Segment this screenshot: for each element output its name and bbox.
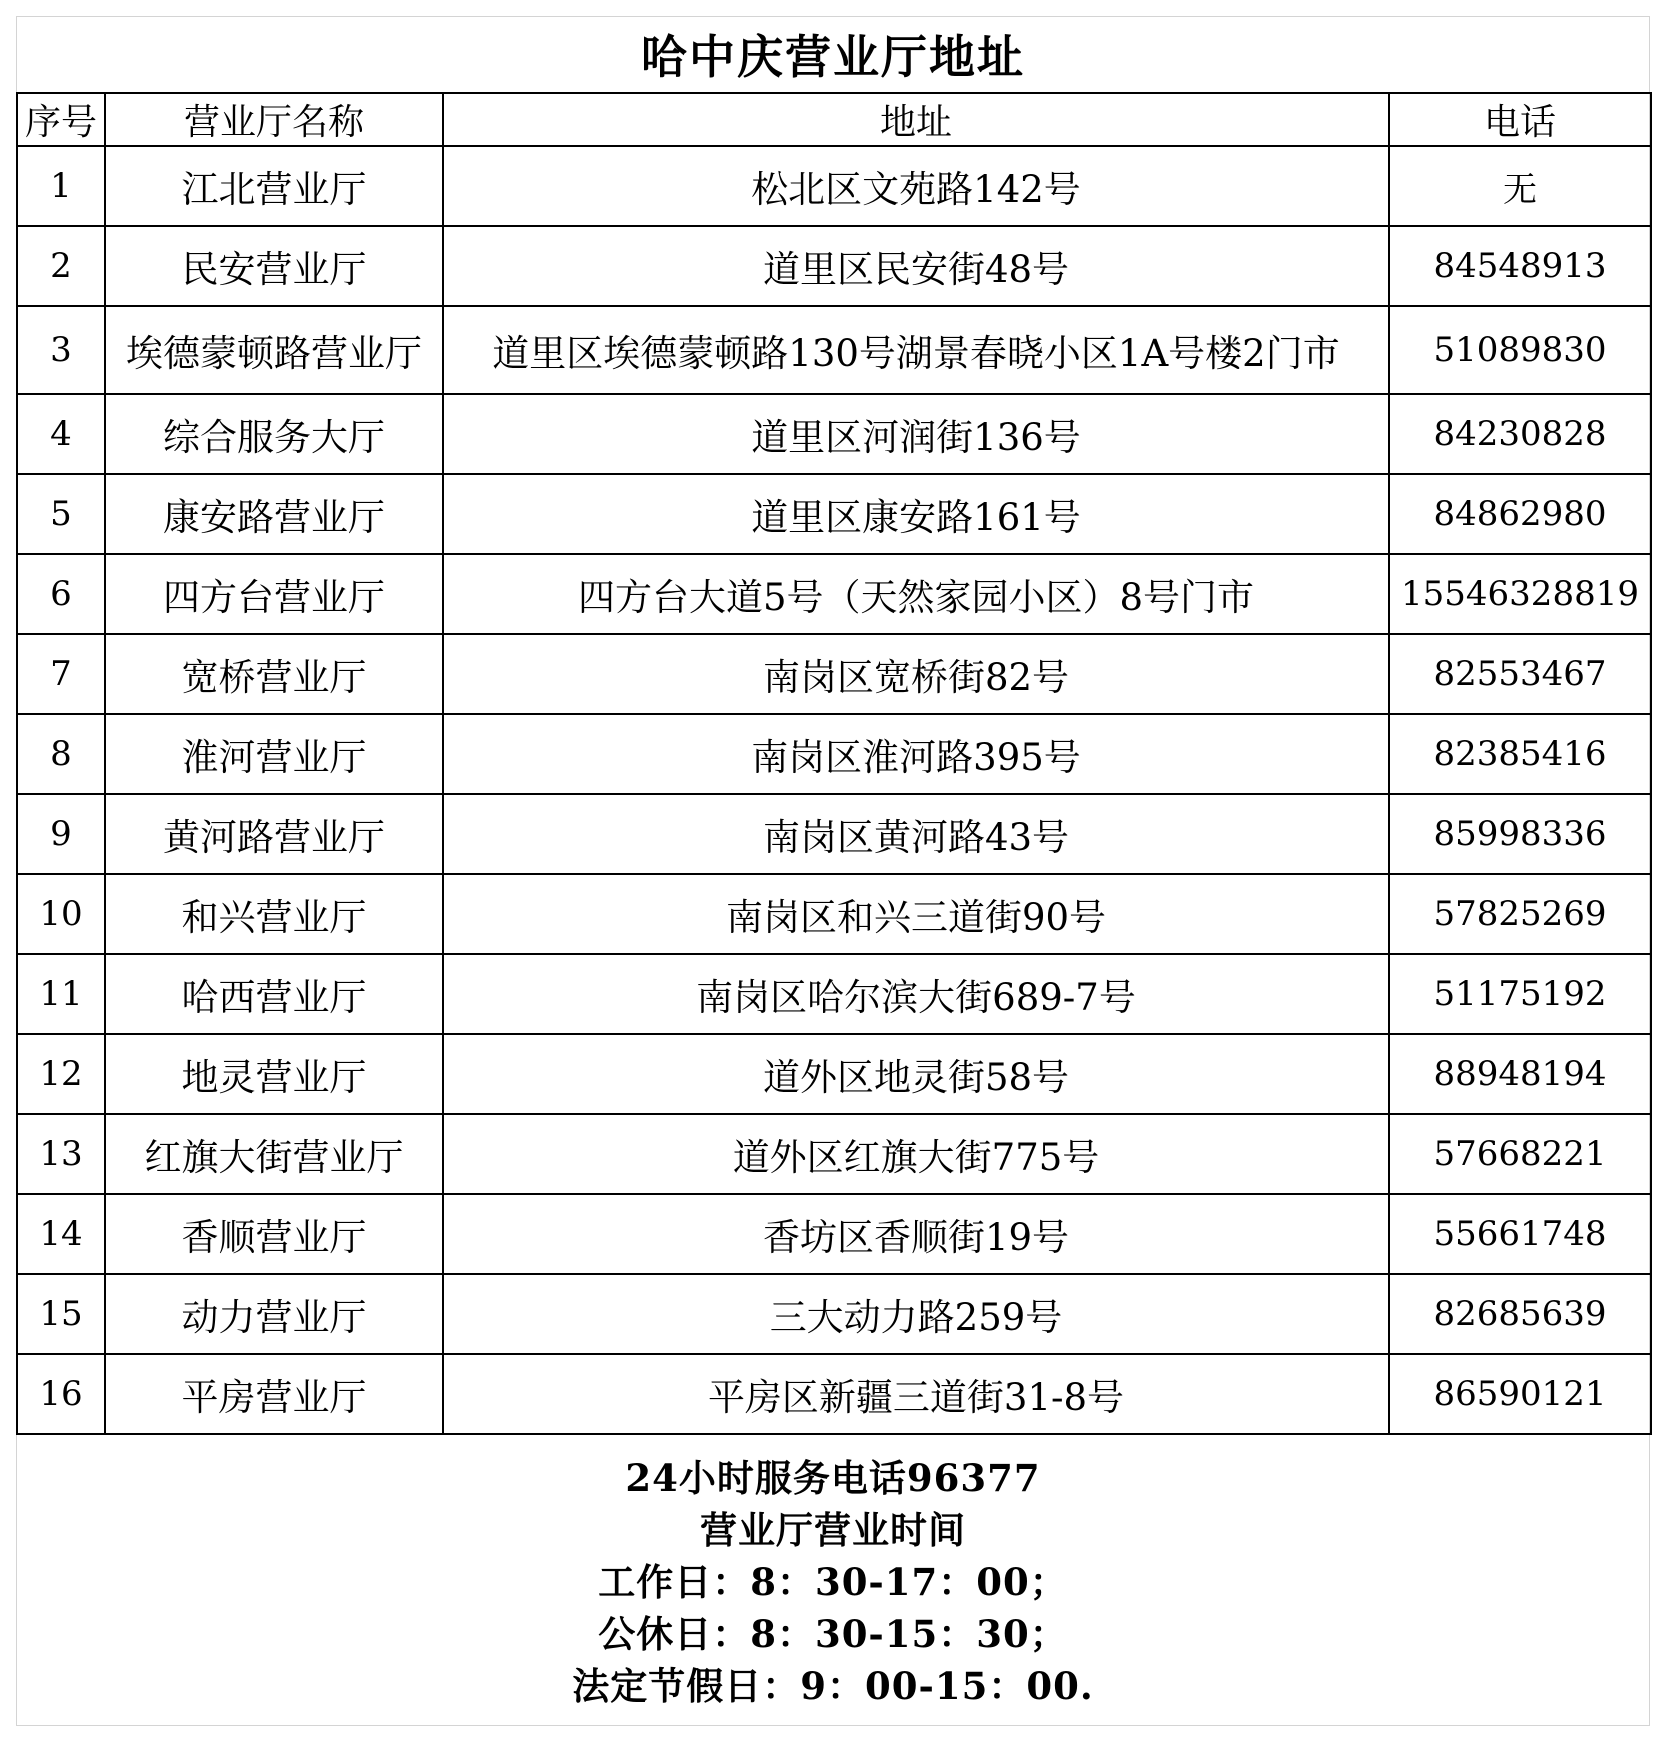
- row-name: 江北营业厅: [105, 146, 443, 226]
- table-row: [17, 954, 1651, 1034]
- row-name: 哈西营业厅: [105, 954, 443, 1034]
- table-row: [17, 714, 1651, 794]
- table-row: [17, 1354, 1651, 1434]
- table-row: [17, 794, 1651, 874]
- row-phone: 57668221: [1389, 1114, 1651, 1194]
- row-phone: 88948194: [1389, 1034, 1651, 1114]
- service-hall-table: [16, 92, 1652, 1435]
- row-phone: 86590121: [1389, 1354, 1651, 1434]
- row-index: 7: [17, 634, 105, 714]
- row-address: 香坊区香顺街19号: [443, 1194, 1389, 1274]
- table-row: [17, 226, 1651, 306]
- row-index: 13: [17, 1114, 105, 1194]
- table-row: [17, 1274, 1651, 1354]
- table-row: [17, 874, 1651, 954]
- hotline-text: 24小时服务电话96377: [625, 1456, 1041, 1500]
- row-address: 四方台大道5号（天然家园小区）8号门市: [443, 554, 1389, 634]
- row-phone: 51089830: [1389, 306, 1651, 394]
- row-name: 宽桥营业厅: [105, 634, 443, 714]
- row-address: 道外区地灵街58号: [443, 1034, 1389, 1114]
- table-row: [17, 146, 1651, 226]
- row-name: 平房营业厅: [105, 1354, 443, 1434]
- header-name: 营业厅名称: [105, 93, 443, 146]
- row-address: 南岗区哈尔滨大街689-7号: [443, 954, 1389, 1034]
- row-name: 康安路营业厅: [105, 474, 443, 554]
- row-address: 道里区埃德蒙顿路130号湖景春晓小区1A号楼2门市: [443, 306, 1389, 394]
- row-index: 2: [17, 226, 105, 306]
- row-name: 红旗大街营业厅: [105, 1114, 443, 1194]
- business-hours-title: 营业厅营业时间: [700, 1508, 966, 1552]
- table-row: [17, 634, 1651, 714]
- table-row: [17, 306, 1651, 394]
- row-name: 香顺营业厅: [105, 1194, 443, 1274]
- table-row: [17, 1114, 1651, 1194]
- row-name: 民安营业厅: [105, 226, 443, 306]
- row-index: 4: [17, 394, 105, 474]
- row-address: 三大动力路259号: [443, 1274, 1389, 1354]
- row-address: 道里区河润街136号: [443, 394, 1389, 474]
- row-name: 和兴营业厅: [105, 874, 443, 954]
- service-info-footer: [16, 1452, 1650, 1712]
- row-index: 1: [17, 146, 105, 226]
- table-row: [17, 474, 1651, 554]
- row-address: 平房区新疆三道街31-8号: [443, 1354, 1389, 1434]
- restday-hours: 公休日：8：30-15：30；: [598, 1612, 1068, 1656]
- row-address: 道里区民安街48号: [443, 226, 1389, 306]
- row-index: 10: [17, 874, 105, 954]
- table-row: [17, 1034, 1651, 1114]
- row-phone: 82685639: [1389, 1274, 1651, 1354]
- row-index: 8: [17, 714, 105, 794]
- header-address: 地址: [443, 93, 1389, 146]
- row-address: 松北区文苑路142号: [443, 146, 1389, 226]
- row-name: 埃德蒙顿路营业厅: [105, 306, 443, 394]
- row-phone: 82385416: [1389, 714, 1651, 794]
- row-phone: 84548913: [1389, 226, 1651, 306]
- table-row: [17, 554, 1651, 634]
- row-index: 12: [17, 1034, 105, 1114]
- header-phone: 电话: [1389, 93, 1651, 146]
- row-phone: 15546328819: [1389, 554, 1651, 634]
- row-index: 5: [17, 474, 105, 554]
- row-phone: 无: [1389, 146, 1651, 226]
- row-address: 道里区康安路161号: [443, 474, 1389, 554]
- row-index: 14: [17, 1194, 105, 1274]
- row-address: 道外区红旗大街775号: [443, 1114, 1389, 1194]
- header-row: [17, 93, 1651, 146]
- row-phone: 55661748: [1389, 1194, 1651, 1274]
- row-phone: 85998336: [1389, 794, 1651, 874]
- row-phone: 82553467: [1389, 634, 1651, 714]
- row-name: 淮河营业厅: [105, 714, 443, 794]
- row-index: 6: [17, 554, 105, 634]
- table-row: [17, 394, 1651, 474]
- header-index: 序号: [17, 93, 105, 146]
- row-phone: 51175192: [1389, 954, 1651, 1034]
- table-row: [17, 1194, 1651, 1274]
- row-name: 黄河路营业厅: [105, 794, 443, 874]
- row-phone: 84230828: [1389, 394, 1651, 474]
- row-name: 地灵营业厅: [105, 1034, 443, 1114]
- workday-hours: 工作日：8：30-17：00；: [598, 1560, 1068, 1604]
- row-phone: 57825269: [1389, 874, 1651, 954]
- row-phone: 84862980: [1389, 474, 1651, 554]
- row-name: 动力营业厅: [105, 1274, 443, 1354]
- holiday-hours: 法定节假日：9：00-15：00.: [572, 1664, 1094, 1708]
- row-name: 综合服务大厅: [105, 394, 443, 474]
- row-index: 9: [17, 794, 105, 874]
- row-address: 南岗区宽桥街82号: [443, 634, 1389, 714]
- row-index: 3: [17, 306, 105, 394]
- row-index: 15: [17, 1274, 105, 1354]
- row-name: 四方台营业厅: [105, 554, 443, 634]
- page-title: 哈中庆营业厅地址: [641, 30, 1025, 84]
- row-index: 11: [17, 954, 105, 1034]
- row-index: 16: [17, 1354, 105, 1434]
- row-address: 南岗区黄河路43号: [443, 794, 1389, 874]
- row-address: 南岗区和兴三道街90号: [443, 874, 1389, 954]
- row-address: 南岗区淮河路395号: [443, 714, 1389, 794]
